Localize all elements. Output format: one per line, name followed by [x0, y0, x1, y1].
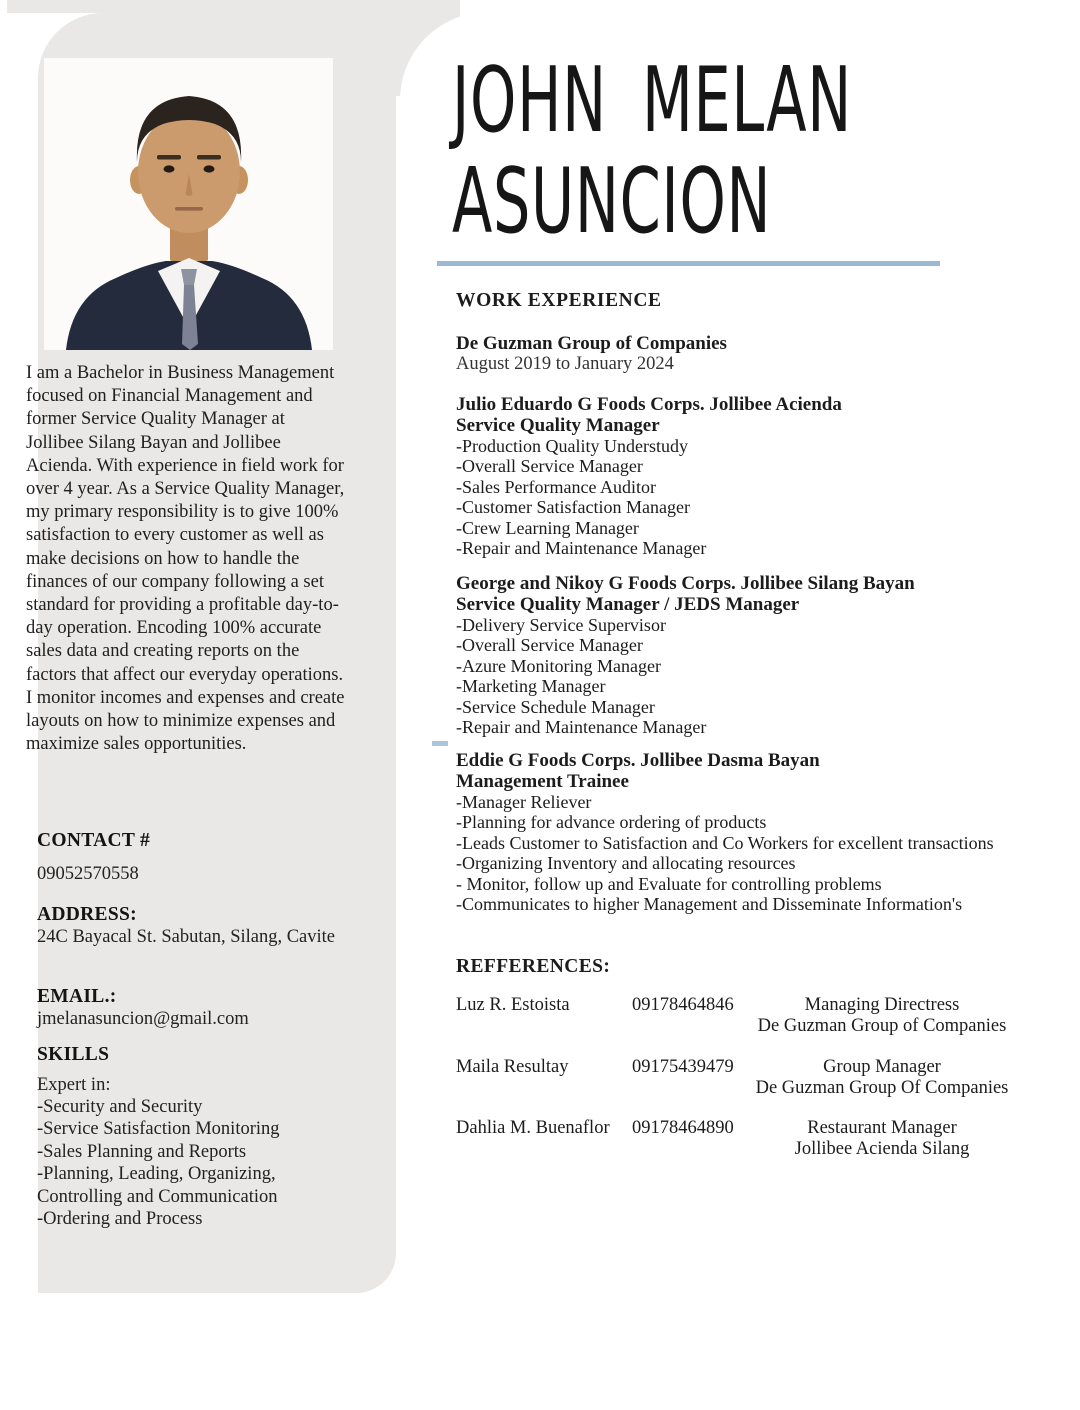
job-title: Service Quality Manager / JEDS Manager: [456, 594, 800, 615]
job-bullet: -Azure Monitoring Manager: [456, 655, 661, 676]
skills-heading: SKILLS: [37, 1044, 110, 1065]
resume-name: [452, 50, 852, 252]
reference-phone: 09175439479: [632, 1057, 734, 1077]
reference-row: [456, 1118, 1016, 1166]
job-bullet: -Planning for advance ordering of products: [456, 812, 767, 833]
email-heading: EMAIL.:: [37, 986, 117, 1007]
skills-intro: Expert in:: [37, 1075, 111, 1095]
job-bullet: -Repair and Maintenance Manager: [456, 538, 707, 559]
reference-name: Dahlia M. Buenaflor: [456, 1118, 610, 1138]
job-bullet: -Sales Performance Auditor: [456, 476, 656, 497]
job-bullet: -Service Schedule Manager: [456, 696, 655, 717]
job-entry: [456, 394, 1020, 558]
reference-phone: 09178464890: [632, 1118, 734, 1138]
work-experience-heading: WORK EXPERIENCE: [456, 290, 662, 311]
references-heading: REFFERENCES:: [456, 956, 611, 977]
skill-item: -Ordering and Process: [37, 1209, 203, 1230]
reference-role: [755, 1057, 1009, 1099]
skill-item: -Sales Planning and Reports: [37, 1141, 247, 1162]
job-bullet: -Overall Service Manager: [456, 635, 643, 656]
reference-role-org: De Guzman Group Of Companies: [755, 1078, 1009, 1098]
job-bullet: -Crew Learning Manager: [456, 517, 639, 538]
top-gray-strip: [7, 0, 459, 13]
job-bullet: -Marketing Manager: [456, 676, 606, 697]
address-value: 24C Bayacal St. Sabutan, Silang, Cavite: [37, 927, 336, 947]
accent-dash: [432, 741, 448, 746]
skill-item: -Service Satisfaction Monitoring: [37, 1119, 280, 1140]
reference-role: [755, 1118, 1009, 1160]
job-bullet: -Production Quality Understudy: [456, 436, 688, 456]
skill-item: -Planning, Leading, Organizing, Controlling and Communication: [37, 1164, 278, 1207]
reference-role-org: De Guzman Group of Companies: [757, 1016, 1007, 1036]
reference-name: Maila Resultay: [456, 1057, 569, 1077]
job-title: Management Trainee: [456, 771, 629, 792]
job-bullet: -Customer Satisfaction Manager: [456, 497, 690, 518]
job-title: Service Quality Manager: [456, 415, 660, 436]
address-heading: ADDRESS:: [37, 904, 137, 925]
employer-company: De Guzman Group of Companies: [456, 333, 727, 354]
reference-role: [755, 995, 1009, 1037]
profile-summary: I am a Bachelor in Business Management focused on Financial Management and former Service Quality Manager at Jollibee Silang Bayan and Jollibee Acienda. With experience in field work for over 4 year. As a Service Quality Manager, my primary responsibility is to give 100% satisfaction to every customer as well as make decisions on how to handle the finances of our company following a set standard for providing a profitable day-to-day operation. Encoding 100% accurate sales data and creating reports on the factors that affect our everyday operations. I monitor incomes and expenses and create layouts on how to minimize expenses and maximize sales opportunities.: [26, 363, 345, 755]
employer-dates: August 2019 to January 2024: [456, 354, 674, 374]
contact-heading: CONTACT #: [37, 830, 151, 851]
reference-role-org: Jollibee Acienda Silang: [794, 1139, 970, 1159]
job-entry: [456, 750, 1020, 914]
job-bullet: -Communicates to higher Management and Disseminate Information's: [456, 894, 963, 915]
job-bullet: -Repair and Maintenance Manager: [456, 717, 707, 738]
reference-row: [456, 1057, 1016, 1105]
job-entry: [456, 573, 1020, 737]
reference-phone: 09178464846: [632, 995, 734, 1015]
reference-role-title: Group Manager: [823, 1057, 941, 1077]
reference-role-title: Managing Directress: [804, 995, 960, 1015]
job-company: Eddie G Foods Corps. Jollibee Dasma Bayan: [456, 750, 820, 771]
name-line-1: JOHN MELAN: [452, 48, 852, 153]
job-bullet: -Leads Customer to Satisfaction and Co Workers for excellent transactions: [456, 832, 994, 853]
accent-underline: [437, 261, 940, 266]
skill-item: -Security and Security: [37, 1097, 203, 1117]
contact-phone: 09052570558: [37, 864, 139, 884]
profile-photo: [44, 58, 333, 350]
job-bullet: -Delivery Service Supervisor: [456, 615, 666, 635]
reference-role-title: Restaurant Manager: [807, 1118, 957, 1138]
email-value: jmelanasuncion@gmail.com: [37, 1009, 249, 1029]
employer-block: [456, 333, 727, 375]
job-bullet: -Organizing Inventory and allocating resources: [456, 853, 796, 874]
job-bullet: - Monitor, follow up and Evaluate for controlling problems: [456, 873, 882, 894]
job-bullet: -Manager Reliever: [456, 792, 592, 812]
reference-row: [456, 995, 1016, 1043]
reference-name: Luz R. Estoista: [456, 995, 570, 1015]
skills-list: [37, 1096, 357, 1230]
job-company: George and Nikoy G Foods Corps. Jollibee Silang Bayan: [456, 573, 915, 594]
job-bullet: -Overall Service Manager: [456, 456, 643, 477]
name-line-2: ASUNCION: [452, 149, 772, 254]
job-company: Julio Eduardo G Foods Corps. Jollibee Acienda: [456, 394, 842, 415]
